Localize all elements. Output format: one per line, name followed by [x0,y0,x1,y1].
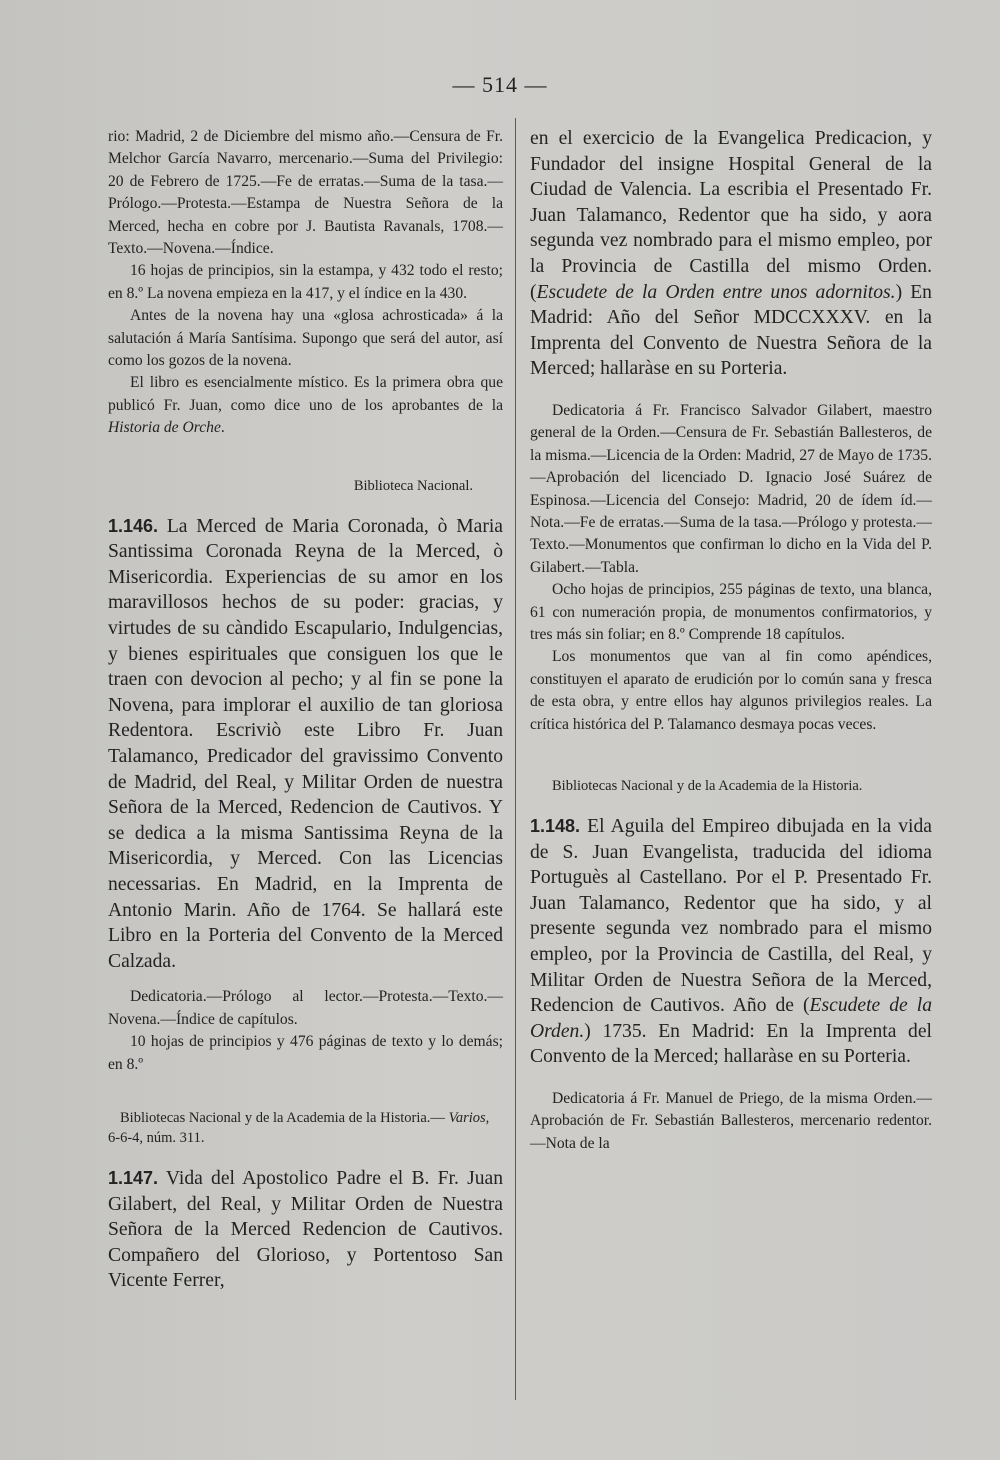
entry-number: 1.146. [108,515,159,536]
entry-text: La Merced de Maria Coronada, ò Maria Santissima Coronada Reyna de la Merced, ò Misericordia. Experiencias de su amor en los maravillosos hechos de su poder: gracias, y virtudes de su càndido Escapulario, Indulgencias, y bienes espirituales que consiguen los que le traen con devocion al pecho; y al fin se pone la Novena, para implorar el auxilio de tan gloriosa Redentora. Escriviò este Libro Fr. Juan Talamanco, Predicador del gravissimo Convento de Madrid, del Real, y Militar Orden de nuestra Señora de la Merced, Redencion de Cautivos. Y se dedica a la misma Santissima Reyna de la Misericordia, y Merced. Con las Licencias necessarias. En Madrid, en la Imprenta de Antonio Marin. Año de 1764. Se hallará este Libro en la Porteria del Convento de la Merced Calzada. [108,515,503,972]
left-column [108,126,503,1294]
entry-text-end: ) En Madrid: Año del Señor MDCCXXXV. en la Imprenta del Convento de Nuestra Señora de la Merced; hallaràse en su Porteria. [530,281,932,380]
entry-1146 [108,514,503,975]
entry-text-end: ) 1735. En Madrid: En la Imprenta del Convento de la Merced; hallaràse en su Porteria. [530,1020,932,1068]
right-paragraph-2: Dedicatoria á Fr. Francisco Salvador Gilabert, maestro general de la Orden.—Censura de Fr. Sebastián Ballesteros, de la misma.—Licencia de la Orden: Madrid, 27 de Mayo de 1735.—Aprobación del licenciado D. Ignacio José Suárez de Espinosa.—Licencia del Consejo: Madrid, 20 de ídem íd.—Nota.—Fe de erratas.—Suma de la tasa.—Prólogo y protesta.—Texto.—Monumentos que confirman lo dicho en la Vida del P. Gilabert.—Tabla. [530,401,932,576]
library-location-2-text: Bibliotecas Nacional y de la Academia de la Historia.— [120,1110,449,1126]
printer-mark: Escudete de la Orden. [530,995,932,1042]
page-number: — 514 — [452,72,548,97]
right-paragraph-3: Ocho hojas de principios, 255 páginas de texto, una blanca, 61 con numeración propia, de monumentos confirmatorios, y tres más sin foliar; en 8.º Comprende 18 capítulos. [530,581,932,643]
left-paragraph-5: Dedicatoria.—Prólogo al lector.—Protesta.—Texto.—Novena.—Índice de capítulos. [108,988,503,1028]
right-paragraph-4: Los monumentos que van al fin como apéndices, constituyen el aparato de erudición por lo común sana y fresca de esta obra, y entre ellos hay algunos privilegios reales. La crítica histórica del P. Talamanco desmaya pocas veces. [530,648,932,733]
entry-text: en el exercicio de la Evangelica Predicacion, y Fundador del insigne Hospital General de la Ciudad de Valencia. La escribia el Presentado Fr. Juan Talamanco, Redentor que ha sido, y aora segunda vez nombrado para el mismo empleo, por la Provincia de Castilla del mismo Orden. ( [530,128,932,303]
entry-number: 1.147. [108,1168,159,1188]
left-paragraph-6: 10 hojas de principios y 476 páginas de texto y lo demás; en 8.º [108,1033,503,1073]
printer-mark: Escudete de la Orden entre unos adornitos. [536,281,896,303]
library-location-2-end: , 6-6-4, núm. 311. [108,1110,490,1146]
left-paragraph-3: Antes de la novena hay una «glosa achrosticada» á la salutación á María Santísima. Supongo que será del autor, así como los gozos de la novena. [108,307,503,370]
left-paragraph-2: 16 hojas de principios, sin la estampa, y 432 todo el resto; en 8.º La novena empieza en la 417, y el índice en la 430. [108,262,503,302]
entry-1148 [530,814,932,1070]
library-location-1: Biblioteca Nacional. [353,477,473,494]
left-paragraph-4-end: . [220,419,225,437]
entry-text: El Aguila del Empireo dibujada en la vida de S. Juan Evangelista, traducida del idioma Portuguès al Castellano. Por el P. Presentado Fr. Juan Talamanco, Redentor que ha sido, y al presente segunda vez nombrado para el mismo empleo, por la Provincia de Castilla, del Real, y Militar Orden de Nuestra Señora de la Merced, Redencion de Cautivos. Año de ( [530,816,932,1017]
left-paragraph-4 [108,372,503,439]
left-paragraph-4-text: El libro es esencialmente místico. Es la primera obra que publicó Fr. Juan, como dice uno de los aprobantes de la [108,374,503,414]
collection-name: Varios [448,1110,486,1126]
left-paragraph-1: rio: Madrid, 2 de Diciembre del mismo año.—Censura de Fr. Melchor García Navarro, mercenario.—Suma del Privilegio: 20 de Febrero de 1725.—Fe de erratas.—Suma de la tasa.—Prólogo.—Protesta.—Estampa de Nuestra Señora de la Merced, hecha en cobre por J. Bautista Ravanals, 1708.—Texto.—Novena.—Índice. [108,128,503,258]
entry-1147 [108,1166,503,1294]
right-column [530,126,932,1155]
library-location-2 [108,1108,503,1148]
entry-1147-continued [530,126,932,382]
library-location-3: Bibliotecas Nacional y de la Academia de la Historia. [552,778,863,795]
book-title-reference: Historia de Orche [108,419,221,437]
column-divider [515,118,516,1400]
entry-text: Vida del Apostolico Padre el B. Fr. Juan Gilabert, del Real, y Militar Orden de Nuestra Señora de la Merced Redencion de Cautivos. Compañero del Glorioso, y Portentoso San Vicente Ferrer, [108,1168,503,1292]
right-paragraph-5: Dedicatoria á Fr. Manuel de Priego, de la misma Orden.—Aprobación de Fr. Sebastián Ballesteros, mercenario redentor.—Nota de la [530,1089,932,1152]
entry-number: 1.148. [530,816,581,837]
